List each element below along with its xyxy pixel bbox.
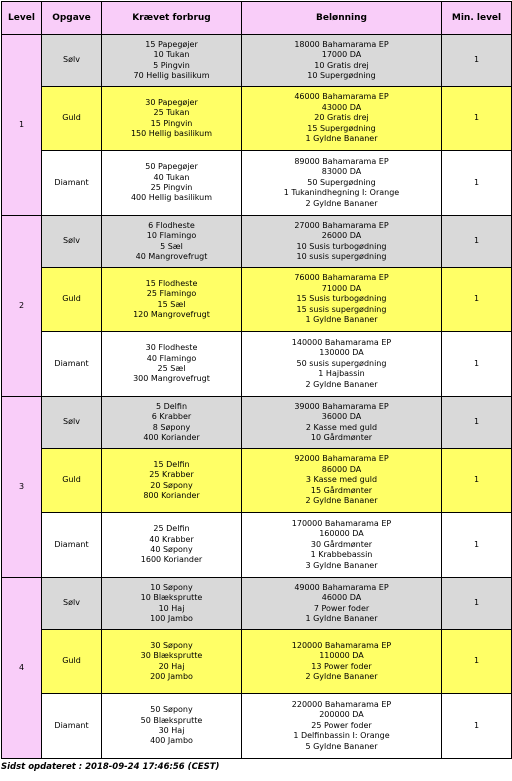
required-item: 6 Flodheste <box>148 220 195 230</box>
table-row <box>2 513 512 578</box>
reward-item: 36000 DA <box>321 412 362 422</box>
reward-item: 50 susis supergødning <box>296 358 387 368</box>
required-item: 200 Jambo <box>150 671 193 681</box>
required-item: 5 Sæl <box>160 241 183 251</box>
task-cell: Diamant <box>42 513 102 578</box>
required-item: 30 Haj <box>158 726 185 735</box>
required-item: 50 Papegøjer <box>145 162 198 172</box>
reward-cell <box>242 151 442 216</box>
required-item: 70 Hellig basilikum <box>133 70 210 80</box>
reward-item: 1 Gyldne Bananer <box>305 613 378 623</box>
required-item: 30 Blæksprutte <box>140 651 203 661</box>
required-item: 30 Papegøjer <box>145 97 198 107</box>
reward-item: 1 Gyldne Bananer <box>305 315 378 325</box>
min-level-cell: 1 <box>442 630 512 694</box>
required-item: 10 Haj <box>158 603 185 613</box>
min-level-cell: 1 <box>442 694 512 759</box>
reward-table <box>1 1 512 759</box>
task-cell: Diamant <box>42 151 102 216</box>
min-level-cell: 1 <box>442 332 512 397</box>
last-updated: Sidst opdateret : 2018-09-24 17:46:56 (CEST) <box>1 762 220 772</box>
min-level-cell: 1 <box>442 513 512 578</box>
reward-item: 76000 Bahamarama EP <box>294 273 389 283</box>
reward-item: 170000 Bahamarama EP <box>291 518 392 528</box>
required-item: 25 Pingvin <box>150 183 193 192</box>
required-item: 25 Flamingo <box>146 289 197 299</box>
reward-cell <box>242 35 442 87</box>
reward-item: 86000 DA <box>321 464 362 474</box>
required-cell <box>102 332 242 397</box>
reward-cell <box>242 216 442 268</box>
required-item: 50 Søpony <box>150 705 193 715</box>
required-item: 40 Søpony <box>150 545 193 554</box>
reward-item: 140000 Bahamarama EP <box>291 337 392 347</box>
reward-item: 15 susis supergødning <box>296 304 387 314</box>
required-item: 15 Sæl <box>157 299 186 309</box>
reward-item: 2 Kasse med guld <box>305 422 378 432</box>
reward-item: 2 Gyldne Bananer <box>305 198 378 208</box>
required-item: 800 Koriander <box>143 490 200 500</box>
reward-item: 18000 Bahamarama EP <box>294 39 389 49</box>
task-cell: Sølv <box>42 216 102 268</box>
required-cell <box>102 87 242 151</box>
reward-item: 50 Supergødning <box>307 177 376 187</box>
table-row <box>2 630 512 694</box>
task-cell: Guld <box>42 268 102 332</box>
required-item: 150 Hellig basilikum <box>130 128 213 138</box>
required-item: 10 Flamingo <box>146 231 197 241</box>
required-item: 40 Flamingo <box>146 353 197 363</box>
reward-item: 46000 DA <box>321 593 362 603</box>
required-cell <box>102 449 242 513</box>
required-cell <box>102 35 242 87</box>
required-item: 400 Jambo <box>150 736 193 746</box>
reward-item: 10 Gårdmønter <box>310 432 373 442</box>
required-cell <box>102 513 242 578</box>
reward-cell <box>242 332 442 397</box>
reward-item: 1 Tukanindhegning I: Orange <box>283 188 400 198</box>
reward-item: 89000 Bahamarama EP <box>294 156 389 166</box>
task-cell: Diamant <box>42 694 102 759</box>
reward-item: 30 Gårdmønter <box>310 539 373 549</box>
reward-item: 160000 DA <box>319 529 364 539</box>
reward-item: 83000 DA <box>321 167 362 177</box>
required-cell <box>102 151 242 216</box>
reward-item: 43000 DA <box>321 102 362 112</box>
header-task: Opgave <box>42 2 102 35</box>
level-cell: 2 <box>2 216 42 397</box>
reward-item: 10 Supergødning <box>307 70 376 80</box>
required-item: 10 Søpony <box>150 582 193 592</box>
task-cell: Sølv <box>42 35 102 87</box>
required-item: 15 Pingvin <box>150 118 193 128</box>
reward-item: 1 Hajbassin <box>318 369 365 379</box>
header-min-level: Min. level <box>442 2 512 35</box>
min-level-cell: 1 <box>442 268 512 332</box>
table-row <box>2 397 512 449</box>
reward-cell <box>242 268 442 332</box>
min-level-cell: 1 <box>442 87 512 151</box>
reward-item: 15 Susis turbogødning <box>296 294 387 304</box>
reward-cell <box>242 630 442 694</box>
header-reward: Belønning <box>242 2 442 35</box>
table-body <box>2 35 512 759</box>
required-cell <box>102 397 242 449</box>
reward-item: 110000 DA <box>319 651 364 661</box>
required-item: 30 Flodheste <box>145 343 198 353</box>
task-cell: Sølv <box>42 578 102 630</box>
reward-cell <box>242 694 442 759</box>
reward-cell <box>242 578 442 630</box>
reward-item: 7 Power foder <box>313 603 370 613</box>
min-level-cell: 1 <box>442 35 512 87</box>
required-item: 25 Tukan <box>153 108 190 118</box>
reward-item: 10 susis supergødning <box>296 251 387 261</box>
required-cell <box>102 268 242 332</box>
header-row <box>2 2 512 35</box>
level-cell: 3 <box>2 397 42 578</box>
table-row <box>2 268 512 332</box>
task-cell: Guld <box>42 449 102 513</box>
reward-item: 15 Supergødning <box>307 123 376 133</box>
required-item: 15 Delfin <box>153 459 190 469</box>
required-cell <box>102 578 242 630</box>
required-item: 120 Mangrovefrugt <box>133 309 210 319</box>
required-item: 40 Krabber <box>149 534 194 544</box>
reward-item: 130000 DA <box>319 348 364 358</box>
table-row <box>2 151 512 216</box>
reward-item: 13 Power foder <box>311 661 372 671</box>
level-cell: 1 <box>2 35 42 216</box>
min-level-cell: 1 <box>442 397 512 449</box>
reward-item: 26000 DA <box>321 231 362 241</box>
required-item: 20 Haj <box>158 661 185 671</box>
required-cell <box>102 216 242 268</box>
required-item: 5 Pingvin <box>153 60 190 70</box>
reward-item: 3 Kasse med guld <box>305 475 378 485</box>
reward-item: 2 Gyldne Bananer <box>305 496 378 506</box>
required-item: 40 Mangrovefrugt <box>135 251 208 261</box>
reward-item: 220000 Bahamarama EP <box>291 699 392 709</box>
reward-cell <box>242 513 442 578</box>
required-item: 8 Søpony <box>152 422 191 432</box>
required-item: 50 Blæksprutte <box>140 715 203 725</box>
table-row <box>2 578 512 630</box>
reward-item: 10 Gratis drej <box>314 60 369 70</box>
reward-item: 49000 Bahamarama EP <box>294 582 389 592</box>
reward-item: 2 Gyldne Bananer <box>305 671 378 681</box>
table-row <box>2 332 512 397</box>
task-cell: Guld <box>42 630 102 694</box>
required-item: 100 Jambo <box>150 613 193 623</box>
reward-cell <box>242 87 442 151</box>
reward-item: 39000 Bahamarama EP <box>294 401 389 411</box>
reward-item: 20 Gratis drej <box>314 113 369 123</box>
required-cell <box>102 630 242 694</box>
min-level-cell: 1 <box>442 578 512 630</box>
reward-item: 1 Gyldne Bananer <box>305 134 378 144</box>
required-item: 25 Sæl <box>157 364 186 373</box>
required-item: 10 Tukan <box>153 50 190 60</box>
required-item: 20 Søpony <box>150 480 193 490</box>
task-cell: Guld <box>42 87 102 151</box>
header-level: Level <box>2 2 42 35</box>
reward-item: 25 Power foder <box>311 720 372 730</box>
reward-item: 1 Krabbebassin <box>310 550 373 560</box>
header-required: Krævet forbrug <box>102 2 242 35</box>
required-item: 400 Hellig basilikum <box>130 193 213 203</box>
required-cell <box>102 694 242 759</box>
table-row <box>2 216 512 268</box>
reward-item: 120000 Bahamarama EP <box>291 640 392 650</box>
min-level-cell: 1 <box>442 151 512 216</box>
required-item: 6 Krabber <box>151 412 192 422</box>
required-item: 400 Koriander <box>143 432 200 442</box>
table-row <box>2 694 512 759</box>
reward-item: 46000 Bahamarama EP <box>294 92 389 102</box>
required-item: 25 Krabber <box>149 470 194 480</box>
required-item: 10 Blæksprutte <box>140 593 203 603</box>
reward-item: 1 Delfinbassin I: Orange <box>293 731 390 741</box>
required-item: 15 Papegøjer <box>145 39 198 49</box>
reward-item: 27000 Bahamarama EP <box>294 220 389 230</box>
required-item: 1600 Koriander <box>140 555 203 565</box>
reward-cell <box>242 397 442 449</box>
required-item: 15 Flodheste <box>145 278 198 288</box>
level-cell: 4 <box>2 578 42 759</box>
reward-item: 200000 DA <box>319 710 364 720</box>
required-item: 25 Delfin <box>153 524 190 534</box>
reward-item: 92000 Bahamarama EP <box>294 454 389 464</box>
reward-cell <box>242 449 442 513</box>
reward-item: 71000 DA <box>321 283 362 293</box>
task-cell: Sølv <box>42 397 102 449</box>
required-item: 5 Delfin <box>155 401 188 411</box>
required-item: 30 Søpony <box>150 640 193 650</box>
table-row <box>2 35 512 87</box>
reward-item: 15 Gårdmønter <box>310 485 373 495</box>
reward-item: 17000 DA <box>321 50 362 60</box>
required-item: 300 Mangrovefrugt <box>133 374 210 384</box>
required-item: 40 Tukan <box>153 172 190 182</box>
reward-item: 5 Gyldne Bananer <box>305 741 378 751</box>
table-row <box>2 449 512 513</box>
reward-item: 3 Gyldne Bananer <box>305 560 378 570</box>
table-row <box>2 87 512 151</box>
reward-item: 10 Susis turbogødning <box>296 241 387 251</box>
task-cell: Diamant <box>42 332 102 397</box>
min-level-cell: 1 <box>442 216 512 268</box>
min-level-cell: 1 <box>442 449 512 513</box>
reward-item: 2 Gyldne Bananer <box>305 379 378 389</box>
